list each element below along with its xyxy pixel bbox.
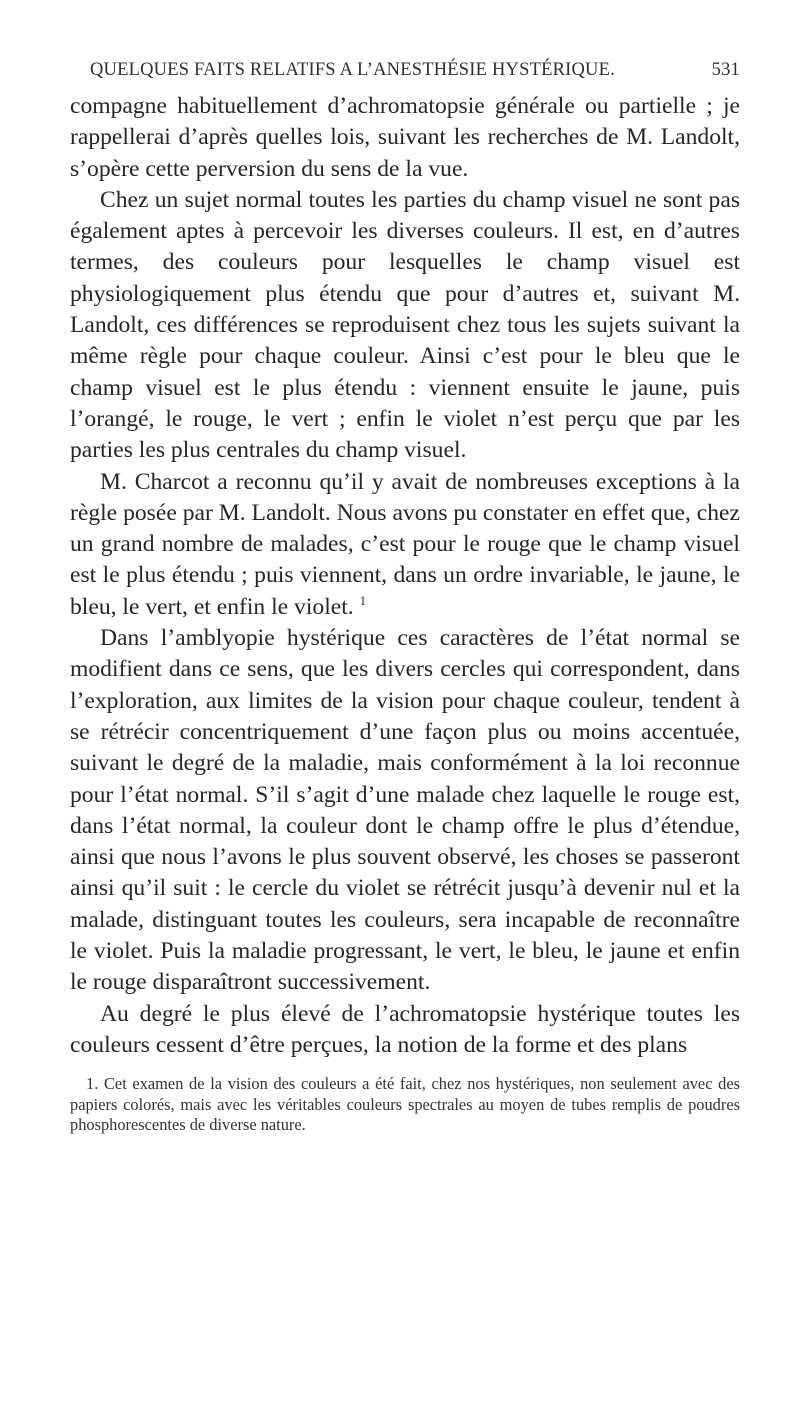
footnote [70, 1074, 740, 1136]
body-text [70, 91, 740, 1061]
page-number: 531 [711, 60, 740, 80]
paragraph-text: M. Charcot a reconnu qu’il y avait de nombreuses exceptions à la règle posée par M. Landolt. Nous avons pu constater en effet que, chez un grand nombre de malades, c’est pour le rouge que le champ visuel est le plus étendu ; puis viennent, dans un ordre invariable, le jaune, le bleu, le vert, et enfin le violet. [70, 468, 740, 620]
paragraph [70, 467, 740, 623]
paragraph: Au degré le plus élevé de l’achromatopsie hystérique toutes les couleurs cessent d’être perçues, la notion de la forme et des plans [70, 1000, 740, 1058]
book-page [70, 60, 740, 1136]
paragraph: compagne habituellement d’achromatopsie générale ou partielle ; je rappellerai d’après quelles lois, suivant les recherches de M. Landolt, s’opère cette perversion du sens de la vue. [70, 93, 740, 182]
footnote-number: 1. [86, 1074, 99, 1094]
running-head [90, 60, 740, 88]
running-title: QUELQUES FAITS RELATIFS A L’ANESTHÉSIE HYSTÉRIQUE. [90, 60, 615, 80]
footnote-text: Cet examen de la vision des couleurs a été fait, chez nos hystériques, non seulement avec des papiers colorés, mais avec les véritables couleurs spectrales au moyen de tubes remplis de poudres phosphorescentes de diverse nature. [70, 1074, 740, 1135]
footnote-marker[interactable]: 1 [359, 592, 367, 608]
paragraph: Dans l’amblyopie hystérique ces caractères de l’état normal se modifient dans ce sens, que les divers cercles qui correspondent, dans l’exploration, aux limites de la vision pour chaque couleur, tendent à se rétrécir concentriquement d’une façon plus ou moins accentuée, suivant le degré de la maladie, mais conformément à la loi reconnue pour l’état normal. S’il s’agit d’une malade chez laquelle le rouge est, dans l’état normal, la couleur dont le champ offre le plus d’étendue, ainsi que nous l’avons le plus souvent observé, les choses se passeront ainsi qu’il suit : le cercle du violet se rétrécit jusqu’à devenir nul et la malade, distinguant toutes les couleurs, sera incapable de reconnaître le violet. Puis la maladie progressant, le vert, le bleu, le jaune et enfin le rouge disparaîtront successivement. [70, 625, 740, 996]
paragraph: Chez un sujet normal toutes les parties du champ visuel ne sont pas également aptes à percevoir les diverses couleurs. Il est, en d’autres termes, des couleurs pour lesquelles le champ visuel est physiologiquement plus étendu que pour d’autres et, suivant M. Landolt, ces différences se reproduisent chez tous les sujets suivant la même règle pour chaque couleur. Ainsi c’est pour le bleu que le champ visuel est le plus étendu : viennent ensuite le jaune, puis l’orangé, le rouge, le vert ; enfin le violet n’est perçu que par les parties les plus centrales du champ visuel. [70, 186, 740, 464]
